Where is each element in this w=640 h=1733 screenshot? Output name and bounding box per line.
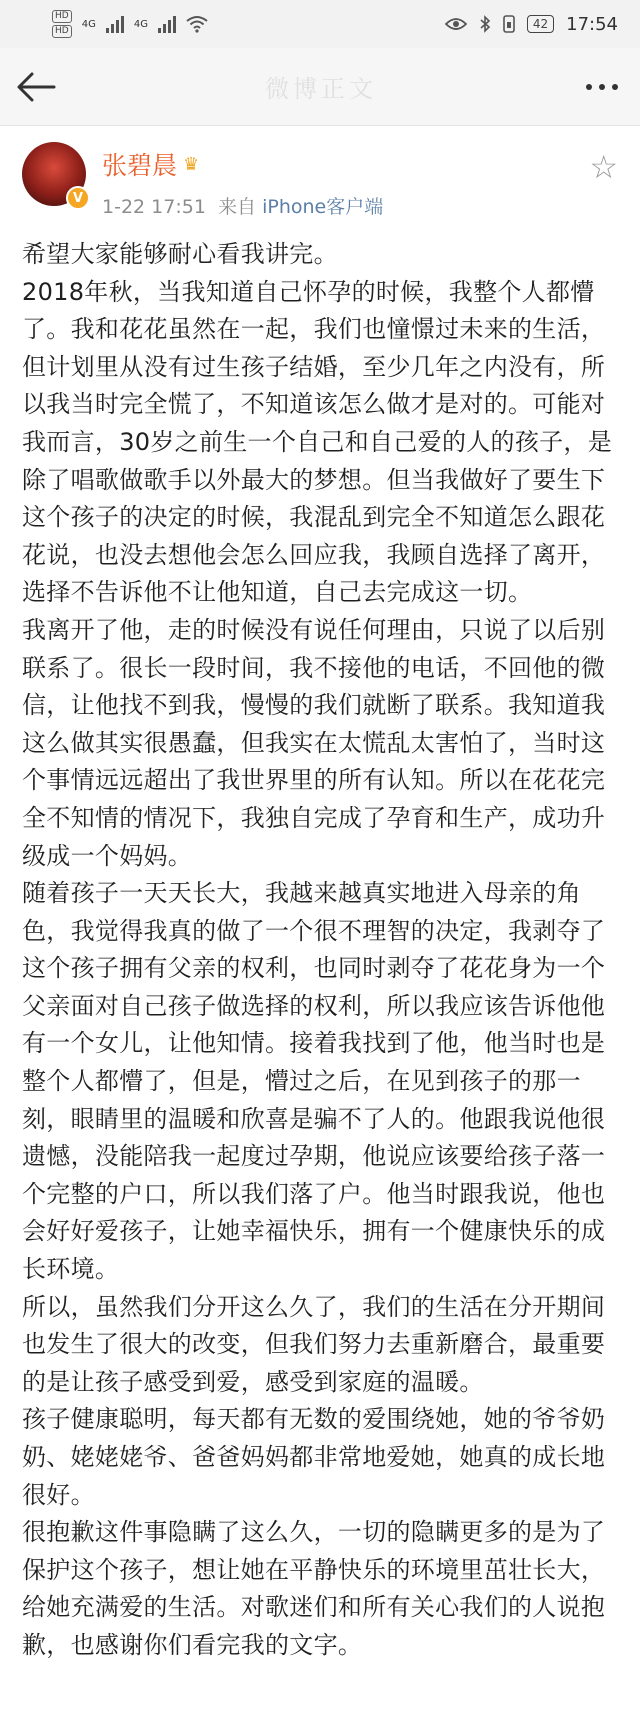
avatar[interactable] — [22, 142, 86, 206]
author-name[interactable]: 张碧晨 — [102, 151, 178, 180]
paragraph-3: 我离开了他，走的时候没有说任何理由，只说了以后别联系了。很长一段时间，我不接他的电话，不回他的微信，让他找不到我，慢慢的我们就断了联系。我知道我这么做其实很愚蠢，但我实在太慌乱太害怕了，当时这个事情远远超出了我世界里的所有认知。所以在花花完全不知情的情况下，我独自完成了孕育和生产，成功升级成一个妈妈。 — [22, 615, 606, 870]
crown-icon: ♛ — [183, 153, 200, 175]
author-name-line — [102, 146, 383, 182]
hd-indicators — [52, 10, 72, 38]
paragraph-5: 所以，虽然我们分开这么久了，我们的生活在分开期间也发生了很大的改变，但我们努力去重新磨合，最重要的是让孩子感受到爱，感受到家庭的温暖。 — [22, 1292, 606, 1396]
author-row — [22, 142, 618, 226]
battery-indicator: 42 — [527, 15, 554, 33]
paragraph-2: 2018年秋，当我知道自己怀孕的时候，我整个人都懵了。我和花花虽然在一起，我们也憧憬过未来的生活，但计划里从没有过生孩子结婚，至少几年之内没有，所以我当时完全慌了，不知道该怎么做才是对的。可能对我而言，30岁之前生一个自己和自己爱的人的孩子，是除了唱歌做歌手以外最大的梦想。但当我做好了要生下这个孩子的决定的时候，我混乱到完全不知道怎么跟花花说，也没去想他会怎么回应我，我顾自选择了离开，选择不告诉他不让他知道，自己去完成这一切。 — [22, 277, 613, 607]
page-title: 微博正文 — [265, 75, 377, 103]
source-prefix: 来自 — [218, 196, 257, 218]
status-right — [445, 14, 618, 35]
network-type-1: 4G — [81, 18, 96, 30]
author-info — [102, 142, 383, 219]
post-meta — [102, 192, 383, 219]
hd-badge-1: HD — [52, 10, 72, 23]
verified-badge-icon: V — [66, 186, 90, 210]
eye-icon — [445, 17, 467, 31]
post-source[interactable]: iPhone客户端 — [262, 196, 384, 218]
hd-badge-2: HD — [52, 25, 72, 38]
signal-icon-1 — [106, 15, 124, 33]
post-card — [0, 126, 640, 1733]
paragraph-4: 随着孩子一天天长大，我越来越真实地进入母亲的角色，我觉得我真的做了一个很不理智的决定，我剥夺了这个孩子拥有父亲的权利，也同时剥夺了花花身为一个父亲面对自己孩子做选择的权利，所以我应该告诉他他有一个女儿，让他知情。接着我找到了他，他当时也是整个人都懵了，但是，懵过之后，在见到孩子的那一刻，眼睛里的温暖和欣喜是骗不了人的。他跟我说他很遗憾，没能陪我一起度过孕期，他说应该要给孩子落一个完整的户口，所以我们落了户。他当时跟我说，他也会好好爱孩子，让她幸福快乐，拥有一个健康快乐的成长环境。 — [22, 879, 606, 1284]
status-time: 17:54 — [566, 13, 618, 35]
star-icon[interactable]: ☆ — [589, 148, 618, 186]
network-type-2: 4G — [133, 18, 148, 30]
sim-icon — [503, 15, 515, 33]
post-date: 1-22 17:51 — [102, 196, 206, 218]
back-arrow-icon[interactable] — [16, 71, 56, 103]
wifi-icon — [186, 15, 208, 33]
post-content — [22, 236, 618, 1665]
status-bar — [0, 0, 640, 48]
paragraph-1: 希望大家能够耐心看我讲完。 — [22, 240, 338, 268]
nav-bar — [0, 48, 640, 126]
signal-icon-2 — [158, 15, 176, 33]
more-icon[interactable] — [586, 84, 618, 90]
bluetooth-icon — [479, 15, 491, 33]
paragraph-7: 很抱歉这件事隐瞒了这么久，一切的隐瞒更多的是为了保护这个孩子，想让她在平静快乐的环境里茁壮长大，给她充满爱的生活。对歌迷们和所有关心我们的人说抱歉，也感谢你们看完我的文字。 — [22, 1518, 606, 1659]
status-left — [52, 10, 208, 38]
paragraph-6: 孩子健康聪明，每天都有无数的爱围绕她，她的爷爷奶奶、姥姥姥爷、爸爸妈妈都非常地爱她，她真的成长地很好。 — [22, 1405, 606, 1509]
